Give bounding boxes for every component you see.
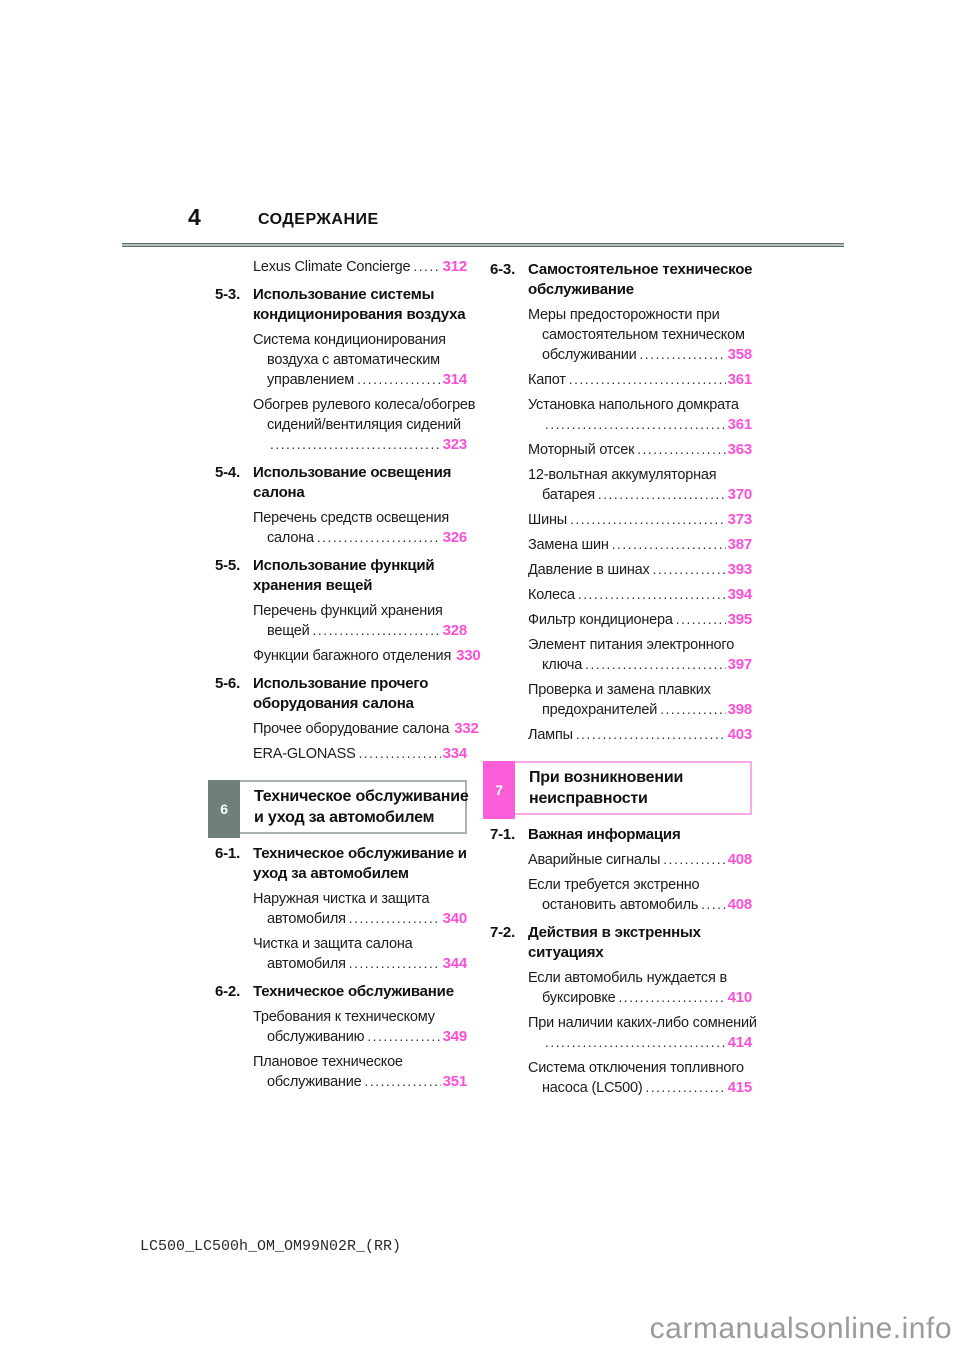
toc-entry [528, 875, 752, 915]
toc-entry-line [253, 954, 467, 974]
toc-page-number: 330 [456, 647, 481, 664]
toc-section-title-line: Использование системы [253, 286, 435, 303]
toc-entry-line [253, 257, 467, 277]
toc-entry-line: Наружная чистка и защита [253, 891, 430, 907]
toc-section [215, 982, 467, 1002]
toc-page-number: 361 [727, 371, 752, 388]
toc-entry [253, 889, 467, 929]
toc-entry-line: 12-вольтная аккумуляторная [528, 467, 717, 483]
toc-section [215, 556, 467, 596]
toc-page-number: 403 [727, 726, 752, 743]
dot-leader [612, 535, 726, 555]
toc-entry-line [528, 895, 752, 915]
toc-entry-text: обслуживание [267, 1074, 362, 1090]
toc-entry [253, 395, 476, 455]
dot-leader [585, 655, 725, 675]
toc-entry-line [253, 646, 481, 666]
toc-section [490, 825, 752, 845]
toc-entry-line: Обогрев рулевого колеса/обогрев [253, 397, 476, 413]
toc-entry-line: Система кондиционирования [253, 332, 446, 348]
toc-entry-text: обслуживанию [267, 1029, 365, 1045]
toc-section-title [253, 674, 467, 714]
toc-page-number: 393 [727, 561, 752, 578]
toc-section-title-line: Техническое обслуживание [253, 983, 454, 1000]
toc-entry-text: салона [267, 530, 314, 546]
chapter-title-box [483, 761, 752, 815]
chapter-number-badge: 6 [208, 780, 240, 838]
toc-entry-text: ERA-GLONASS [253, 746, 356, 762]
toc-entry-line [253, 370, 467, 390]
toc-page-number: 370 [727, 486, 752, 503]
toc-entry-line: Перечень средств освещения [253, 510, 449, 526]
dot-leader [660, 700, 725, 720]
toc-section-title [253, 285, 467, 325]
toc-section-number: 6-2. [215, 983, 241, 1000]
toc-entry [528, 440, 752, 460]
document-code: LC500_LC500h_OM_OM99N02R_(RR) [140, 1238, 402, 1255]
toc-page-number: 351 [442, 1073, 467, 1090]
toc-section-title-line: оборудования салона [253, 695, 414, 712]
toc-entry [528, 560, 752, 580]
dot-leader [365, 1072, 441, 1092]
toc-entry [253, 601, 467, 641]
toc-section-title-line: Важная информация [528, 826, 681, 843]
toc-entry-line [528, 655, 752, 675]
dot-leader [578, 585, 726, 605]
toc-entry-line: Перечень функций хранения [253, 603, 443, 619]
toc-entry-line [528, 345, 752, 365]
toc-entry-text: ключа [542, 657, 583, 673]
toc-page-number: 394 [727, 586, 752, 603]
toc-entry-line [528, 850, 752, 870]
toc-section-title-line: Использование освещения [253, 464, 452, 481]
toc-entry-text: Моторный отсек [528, 442, 635, 458]
toc-entry [253, 934, 467, 974]
dot-leader [349, 954, 441, 974]
toc-section-title-line: кондиционирования воздуха [253, 306, 466, 323]
toc-section-number: 7-2. [490, 924, 516, 941]
toc-entry-line [528, 485, 752, 505]
toc-section-number: 6-1. [215, 845, 241, 862]
dot-leader [545, 415, 726, 435]
toc-entry-line: Элемент питания электронного [528, 637, 735, 653]
dot-leader [570, 510, 726, 530]
toc-section-title-line: Самостоятельное техническое [528, 261, 753, 278]
toc-entry-line [253, 719, 479, 739]
toc-entry-line: Если требуется экстренно [528, 877, 700, 893]
dot-leader [637, 440, 725, 460]
toc-entry-text: Капот [528, 372, 566, 388]
toc-entry-line [528, 610, 752, 630]
toc-entry-text: Фильтр кондиционера [528, 612, 673, 628]
toc-page-number: 398 [727, 701, 752, 718]
dot-leader [270, 435, 441, 455]
toc-entry [528, 535, 752, 555]
toc-entry [253, 1007, 467, 1047]
toc-page-number: 414 [727, 1034, 752, 1051]
toc-entry-text: Шины [528, 512, 568, 528]
toc-entry-line: Меры предосторожности при [528, 307, 720, 323]
toc-entry [253, 1052, 467, 1092]
toc-entry [253, 646, 481, 666]
toc-entry [528, 1058, 752, 1098]
toc-entry-line: Если автомобиль нуждается в [528, 970, 727, 986]
toc-section [490, 260, 752, 300]
toc-entry-line: Чистка и защита салона [253, 936, 413, 952]
toc-section-title [528, 923, 752, 963]
toc-entry [528, 1013, 757, 1053]
toc-page-number: 395 [727, 611, 752, 628]
toc-entry [528, 395, 752, 435]
toc-page-number: 332 [454, 720, 479, 737]
toc-entry [528, 465, 752, 505]
chapter-title-line: При возникновении [529, 769, 684, 786]
toc-page-number: 344 [442, 955, 467, 972]
toc-section-title-line: Действия в экстренных [528, 924, 701, 941]
toc-page-number: 323 [442, 436, 467, 453]
toc-section-number: 5-3. [215, 286, 241, 303]
dot-leader [640, 345, 726, 365]
toc-page-number: 328 [442, 622, 467, 639]
toc-entry-line [253, 621, 467, 641]
toc-section-title-line: Использование прочего [253, 675, 429, 692]
toc-entry-text: буксировке [542, 990, 616, 1006]
toc-page-number: 312 [442, 258, 467, 275]
toc-entry-text: Колеса [528, 587, 575, 603]
toc-page-number: 373 [727, 511, 752, 528]
chapter-title-line: неисправности [529, 790, 648, 807]
toc-section-title-line: хранения вещей [253, 577, 373, 594]
toc-entry [528, 370, 752, 390]
toc-entry [528, 680, 752, 720]
watermark: carmanualsonline.info [649, 1312, 952, 1345]
dot-leader [545, 1033, 726, 1053]
toc-section-number: 5-6. [215, 675, 241, 692]
toc-section-number: 6-3. [490, 261, 516, 278]
toc-entry-text: Функции багажного отделения [253, 648, 452, 664]
toc-entry-text: автомобиля [267, 956, 346, 972]
chapter-title-box [208, 780, 467, 834]
toc-entry [528, 850, 752, 870]
dot-leader [645, 1078, 725, 1098]
toc-entry-line [528, 700, 752, 720]
toc-entry-line [528, 560, 752, 580]
toc-section-title-line: Техническое обслуживание и [253, 845, 467, 862]
toc-section [215, 285, 467, 325]
dot-leader [701, 895, 725, 915]
toc-entry-line [253, 435, 467, 455]
toc-section-title-line: уход за автомобилем [253, 865, 409, 882]
toc-entry [253, 744, 467, 764]
dot-leader [619, 988, 726, 1008]
toc-entry-line: Установка напольного домкрата [528, 397, 739, 413]
toc-page-number: 314 [442, 371, 467, 388]
toc-entry-line: сидений/вентиляция сидений [267, 417, 461, 433]
toc-page-number: 408 [727, 896, 752, 913]
toc-entry-line [253, 744, 467, 764]
dot-leader [367, 1027, 440, 1047]
toc-entry-text: управлением [267, 372, 355, 388]
toc-entry-text: Аварийные сигналы [528, 852, 661, 868]
toc-entry-line: Плановое техническое [253, 1054, 403, 1070]
toc-page-number: 349 [442, 1028, 467, 1045]
toc-entry-line [528, 585, 752, 605]
toc-page-number: 340 [442, 910, 467, 927]
toc-entry-text: предохранителей [542, 702, 658, 718]
dot-leader [313, 621, 441, 641]
toc-entry [528, 725, 752, 745]
toc-page-number: 358 [727, 346, 752, 363]
toc-page-number: 387 [727, 536, 752, 553]
toc-section-title [528, 825, 752, 845]
toc-entry-line: При наличии каких-либо сомнений [528, 1015, 757, 1031]
toc-entry-line: воздуха с автоматическим [267, 352, 440, 368]
toc-entry-text: Замена шин [528, 537, 609, 553]
toc-section-number: 7-1. [490, 826, 516, 843]
toc-entry-text: вещей [267, 623, 310, 639]
toc-entry-line [528, 988, 752, 1008]
toc-page-number: 326 [442, 529, 467, 546]
dot-leader [653, 560, 726, 580]
toc-column-right [490, 252, 757, 1098]
toc-entry [253, 719, 479, 739]
toc-section-title [253, 463, 467, 503]
dot-leader [413, 257, 440, 277]
toc-section-title-line: Использование функций [253, 557, 435, 574]
dot-leader [569, 370, 726, 390]
dot-leader [317, 528, 441, 548]
toc-entry-text: обслуживании [542, 347, 637, 363]
toc-entry-line: самостоятельном техническом [542, 327, 745, 343]
toc-entry-text: Давление в шинах [528, 562, 650, 578]
toc-entry-text: насоса (LC500) [542, 1080, 643, 1096]
toc-entry-line [528, 725, 752, 745]
toc-entry-line [528, 510, 752, 530]
toc-section [215, 844, 467, 884]
toc-entry-line [528, 1078, 752, 1098]
toc-entry-line [528, 440, 752, 460]
toc-entry-line: Требования к техническому [253, 1009, 435, 1025]
toc-entry-line [253, 1027, 467, 1047]
toc-entry [253, 330, 467, 390]
toc-section-title-line: салона [253, 484, 305, 501]
toc-entry-text: Lexus Climate Concierge [253, 259, 411, 275]
toc-entry [528, 610, 752, 630]
toc-entry-text: Лампы [528, 727, 573, 743]
dot-leader [357, 370, 440, 390]
toc-section-number: 5-5. [215, 557, 241, 574]
toc-page-number: 361 [727, 416, 752, 433]
toc-entry-line [528, 415, 752, 435]
dot-leader [663, 850, 725, 870]
chapter-number-badge: 7 [483, 761, 515, 819]
toc-entry-line [528, 370, 752, 390]
toc-entry-text: Прочее оборудование салона [253, 721, 450, 737]
toc-entry-text: батарея [542, 487, 595, 503]
chapter-title-line: Техническое обслуживание [254, 788, 469, 805]
toc-page-number: 410 [727, 989, 752, 1006]
toc-page-number: 397 [727, 656, 752, 673]
page-number: 4 [188, 204, 201, 230]
page-title: СОДЕРЖАНИЕ [258, 211, 379, 228]
toc-section-title [253, 982, 467, 1002]
toc-section-number: 5-4. [215, 464, 241, 481]
toc-entry-line [253, 1072, 467, 1092]
dot-leader [359, 744, 441, 764]
toc-entry [528, 510, 752, 530]
dot-leader [576, 725, 726, 745]
toc-section [215, 674, 467, 714]
toc-section-title [253, 844, 467, 884]
toc-section-title [528, 260, 752, 300]
toc-page-number: 415 [727, 1079, 752, 1096]
toc-page-number: 363 [727, 441, 752, 458]
toc-entry [528, 585, 752, 605]
chapter-title-line: и уход за автомобилем [254, 809, 435, 826]
toc-entry-line [528, 1033, 752, 1053]
toc-section [490, 923, 752, 963]
toc-section-title-line: обслуживание [528, 281, 634, 298]
toc-entry-line [253, 909, 467, 929]
toc-entry-line: Проверка и замена плавких [528, 682, 711, 698]
header-rule [122, 243, 844, 247]
toc-section-title-line: ситуациях [528, 944, 604, 961]
toc-entry [528, 305, 752, 365]
toc-entry [528, 635, 752, 675]
toc-entry-line [528, 535, 752, 555]
toc-entry [528, 968, 752, 1008]
toc-page-number: 334 [442, 745, 467, 762]
toc-entry-line [253, 528, 467, 548]
toc-entry [253, 508, 467, 548]
toc-column-left [215, 252, 481, 1092]
toc-entry-line: Система отключения топливного [528, 1060, 744, 1076]
dot-leader [676, 610, 726, 630]
toc-page-number: 408 [727, 851, 752, 868]
dot-leader [598, 485, 726, 505]
dot-leader [349, 909, 441, 929]
toc-entry-text: автомобиля [267, 911, 346, 927]
toc-entry [253, 257, 467, 277]
toc-entry-text: остановить автомобиль [542, 897, 699, 913]
toc-section [215, 463, 467, 503]
toc-section-title [253, 556, 467, 596]
